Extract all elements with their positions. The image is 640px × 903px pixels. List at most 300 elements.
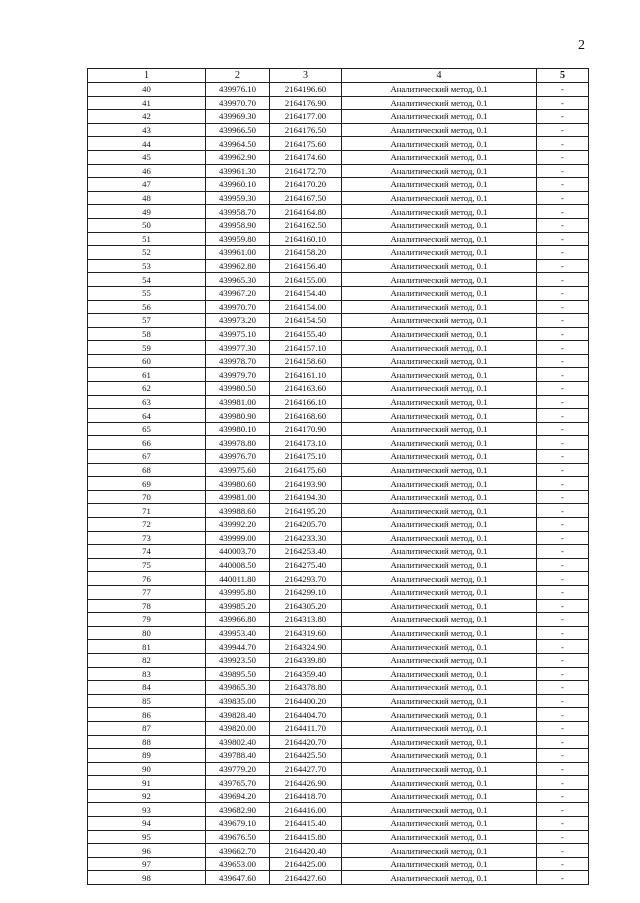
y-coordinate-cell: 2164175.10 <box>270 450 342 464</box>
x-coordinate-cell: 439981.00 <box>206 490 270 504</box>
accuracy-cell: - <box>537 817 589 831</box>
y-coordinate-cell: 2164157.10 <box>270 341 342 355</box>
table-row <box>88 776 589 790</box>
accuracy-cell: - <box>537 585 589 599</box>
table-row <box>88 531 589 545</box>
point-number-cell: 79 <box>88 613 206 627</box>
y-coordinate-cell: 2164162.50 <box>270 218 342 232</box>
accuracy-cell: - <box>537 450 589 464</box>
method-cell: Аналитический метод, 0.1 <box>342 382 537 396</box>
x-coordinate-cell: 439962.80 <box>206 259 270 273</box>
accuracy-cell: - <box>537 531 589 545</box>
method-cell: Аналитический метод, 0.1 <box>342 776 537 790</box>
point-number-cell: 60 <box>88 354 206 368</box>
point-number-cell: 56 <box>88 300 206 314</box>
accuracy-cell: - <box>537 137 589 151</box>
point-number-cell: 82 <box>88 653 206 667</box>
accuracy-cell: - <box>537 653 589 667</box>
x-coordinate-cell: 439992.20 <box>206 518 270 532</box>
table-row <box>88 110 589 124</box>
y-coordinate-cell: 2164339.80 <box>270 653 342 667</box>
point-number-cell: 52 <box>88 246 206 260</box>
table-row <box>88 735 589 749</box>
method-cell: Аналитический метод, 0.1 <box>342 558 537 572</box>
accuracy-cell: - <box>537 803 589 817</box>
table-row <box>88 123 589 137</box>
accuracy-cell: - <box>537 409 589 423</box>
x-coordinate-cell: 439995.80 <box>206 585 270 599</box>
x-coordinate-cell: 439953.40 <box>206 626 270 640</box>
point-number-cell: 88 <box>88 735 206 749</box>
y-coordinate-cell: 2164299.10 <box>270 585 342 599</box>
y-coordinate-cell: 2164176.90 <box>270 96 342 110</box>
table-row <box>88 762 589 776</box>
y-coordinate-cell: 2164175.60 <box>270 137 342 151</box>
x-coordinate-cell: 439802.40 <box>206 735 270 749</box>
point-number-cell: 54 <box>88 273 206 287</box>
accuracy-cell: - <box>537 477 589 491</box>
point-number-cell: 96 <box>88 844 206 858</box>
x-coordinate-cell: 439653.00 <box>206 857 270 871</box>
x-coordinate-cell: 439966.50 <box>206 123 270 137</box>
x-coordinate-cell: 439964.50 <box>206 137 270 151</box>
x-coordinate-cell: 439966.80 <box>206 613 270 627</box>
point-number-cell: 42 <box>88 110 206 124</box>
y-coordinate-cell: 2164154.40 <box>270 286 342 300</box>
point-number-cell: 51 <box>88 232 206 246</box>
x-coordinate-cell: 439820.00 <box>206 721 270 735</box>
accuracy-cell: - <box>537 83 589 97</box>
accuracy-cell: - <box>537 857 589 871</box>
table-row <box>88 314 589 328</box>
point-number-cell: 40 <box>88 83 206 97</box>
y-coordinate-cell: 2164427.60 <box>270 871 342 885</box>
table-row <box>88 749 589 763</box>
y-coordinate-cell: 2164359.40 <box>270 667 342 681</box>
method-cell: Аналитический метод, 0.1 <box>342 150 537 164</box>
table-row <box>88 830 589 844</box>
accuracy-cell: - <box>537 273 589 287</box>
accuracy-cell: - <box>537 694 589 708</box>
accuracy-cell: - <box>537 368 589 382</box>
x-coordinate-cell: 439976.70 <box>206 450 270 464</box>
method-cell: Аналитический метод, 0.1 <box>342 667 537 681</box>
table-row <box>88 164 589 178</box>
x-coordinate-cell: 439835.00 <box>206 694 270 708</box>
accuracy-cell: - <box>537 286 589 300</box>
point-number-cell: 83 <box>88 667 206 681</box>
point-number-cell: 64 <box>88 409 206 423</box>
method-cell: Аналитический метод, 0.1 <box>342 327 537 341</box>
x-coordinate-cell: 439979.70 <box>206 368 270 382</box>
y-coordinate-cell: 2164415.40 <box>270 817 342 831</box>
y-coordinate-cell: 2164411.70 <box>270 721 342 735</box>
x-coordinate-cell: 439679.10 <box>206 817 270 831</box>
x-coordinate-cell: 439985.20 <box>206 599 270 613</box>
y-coordinate-cell: 2164168.60 <box>270 409 342 423</box>
accuracy-cell: - <box>537 341 589 355</box>
method-cell: Аналитический метод, 0.1 <box>342 490 537 504</box>
table-row <box>88 667 589 681</box>
accuracy-cell: - <box>537 776 589 790</box>
x-coordinate-cell: 440008.50 <box>206 558 270 572</box>
point-number-cell: 55 <box>88 286 206 300</box>
method-cell: Аналитический метод, 0.1 <box>342 735 537 749</box>
accuracy-cell: - <box>537 436 589 450</box>
y-coordinate-cell: 2164420.70 <box>270 735 342 749</box>
y-coordinate-cell: 2164425.00 <box>270 857 342 871</box>
accuracy-cell: - <box>537 218 589 232</box>
table-row <box>88 490 589 504</box>
method-cell: Аналитический метод, 0.1 <box>342 749 537 763</box>
point-number-cell: 72 <box>88 518 206 532</box>
table-row <box>88 450 589 464</box>
page-number: 2 <box>578 38 585 53</box>
x-coordinate-cell: 439977.30 <box>206 341 270 355</box>
y-coordinate-cell: 2164154.00 <box>270 300 342 314</box>
table-row <box>88 681 589 695</box>
point-number-cell: 69 <box>88 477 206 491</box>
table-row <box>88 191 589 205</box>
y-coordinate-cell: 2164416.00 <box>270 803 342 817</box>
point-number-cell: 63 <box>88 395 206 409</box>
x-coordinate-cell: 439970.70 <box>206 96 270 110</box>
x-coordinate-cell: 439959.30 <box>206 191 270 205</box>
method-cell: Аналитический метод, 0.1 <box>342 531 537 545</box>
x-coordinate-cell: 439969.30 <box>206 110 270 124</box>
x-coordinate-cell: 439980.10 <box>206 422 270 436</box>
x-coordinate-cell: 440003.70 <box>206 545 270 559</box>
point-number-cell: 47 <box>88 178 206 192</box>
table-row <box>88 558 589 572</box>
accuracy-cell: - <box>537 150 589 164</box>
accuracy-cell: - <box>537 354 589 368</box>
y-coordinate-cell: 2164176.50 <box>270 123 342 137</box>
y-coordinate-cell: 2164170.90 <box>270 422 342 436</box>
table-row <box>88 477 589 491</box>
point-number-cell: 59 <box>88 341 206 355</box>
x-coordinate-cell: 439865.30 <box>206 681 270 695</box>
accuracy-cell: - <box>537 599 589 613</box>
point-number-cell: 77 <box>88 585 206 599</box>
method-cell: Аналитический метод, 0.1 <box>342 694 537 708</box>
table-row <box>88 137 589 151</box>
point-number-cell: 61 <box>88 368 206 382</box>
table-row <box>88 300 589 314</box>
y-coordinate-cell: 2164319.60 <box>270 626 342 640</box>
method-cell: Аналитический метод, 0.1 <box>342 504 537 518</box>
method-cell: Аналитический метод, 0.1 <box>342 626 537 640</box>
accuracy-cell: - <box>537 490 589 504</box>
x-coordinate-cell: 439962.90 <box>206 150 270 164</box>
column-header-2: 2 <box>206 69 270 83</box>
accuracy-cell: - <box>537 205 589 219</box>
point-number-cell: 95 <box>88 830 206 844</box>
x-coordinate-cell: 439988.60 <box>206 504 270 518</box>
x-coordinate-cell: 439779.20 <box>206 762 270 776</box>
y-coordinate-cell: 2164426.90 <box>270 776 342 790</box>
point-number-cell: 86 <box>88 708 206 722</box>
accuracy-cell: - <box>537 721 589 735</box>
table-row <box>88 857 589 871</box>
point-number-cell: 76 <box>88 572 206 586</box>
coordinates-table <box>87 68 589 885</box>
accuracy-cell: - <box>537 749 589 763</box>
accuracy-cell: - <box>537 504 589 518</box>
y-coordinate-cell: 2164420.40 <box>270 844 342 858</box>
method-cell: Аналитический метод, 0.1 <box>342 164 537 178</box>
table-row <box>88 178 589 192</box>
table-row <box>88 599 589 613</box>
x-coordinate-cell: 439961.30 <box>206 164 270 178</box>
table-row <box>88 409 589 423</box>
x-coordinate-cell: 439978.70 <box>206 354 270 368</box>
accuracy-cell: - <box>537 626 589 640</box>
header-row <box>88 69 589 83</box>
method-cell: Аналитический метод, 0.1 <box>342 436 537 450</box>
table-row <box>88 871 589 885</box>
column-header-5: 5 <box>537 69 589 83</box>
accuracy-cell: - <box>537 735 589 749</box>
y-coordinate-cell: 2164166.10 <box>270 395 342 409</box>
x-coordinate-cell: 439676.50 <box>206 830 270 844</box>
table-row <box>88 83 589 97</box>
accuracy-cell: - <box>537 667 589 681</box>
y-coordinate-cell: 2164193.90 <box>270 477 342 491</box>
point-number-cell: 43 <box>88 123 206 137</box>
accuracy-cell: - <box>537 518 589 532</box>
method-cell: Аналитический метод, 0.1 <box>342 422 537 436</box>
method-cell: Аналитический метод, 0.1 <box>342 205 537 219</box>
x-coordinate-cell: 439980.60 <box>206 477 270 491</box>
accuracy-cell: - <box>537 830 589 844</box>
x-coordinate-cell: 439959.80 <box>206 232 270 246</box>
table-row <box>88 259 589 273</box>
table-row <box>88 803 589 817</box>
y-coordinate-cell: 2164174.60 <box>270 150 342 164</box>
point-number-cell: 41 <box>88 96 206 110</box>
y-coordinate-cell: 2164161.10 <box>270 368 342 382</box>
method-cell: Аналитический метод, 0.1 <box>342 395 537 409</box>
method-cell: Аналитический метод, 0.1 <box>342 123 537 137</box>
method-cell: Аналитический метод, 0.1 <box>342 477 537 491</box>
method-cell: Аналитический метод, 0.1 <box>342 354 537 368</box>
x-coordinate-cell: 439960.10 <box>206 178 270 192</box>
point-number-cell: 71 <box>88 504 206 518</box>
table-row <box>88 653 589 667</box>
method-cell: Аналитический метод, 0.1 <box>342 857 537 871</box>
table-row <box>88 246 589 260</box>
method-cell: Аналитический метод, 0.1 <box>342 681 537 695</box>
method-cell: Аналитический метод, 0.1 <box>342 218 537 232</box>
accuracy-cell: - <box>537 395 589 409</box>
method-cell: Аналитический метод, 0.1 <box>342 518 537 532</box>
method-cell: Аналитический метод, 0.1 <box>342 409 537 423</box>
accuracy-cell: - <box>537 300 589 314</box>
x-coordinate-cell: 440011.80 <box>206 572 270 586</box>
point-number-cell: 78 <box>88 599 206 613</box>
method-cell: Аналитический метод, 0.1 <box>342 545 537 559</box>
y-coordinate-cell: 2164158.60 <box>270 354 342 368</box>
table-row <box>88 463 589 477</box>
accuracy-cell: - <box>537 191 589 205</box>
accuracy-cell: - <box>537 96 589 110</box>
point-number-cell: 67 <box>88 450 206 464</box>
method-cell: Аналитический метод, 0.1 <box>342 368 537 382</box>
y-coordinate-cell: 2164275.40 <box>270 558 342 572</box>
point-number-cell: 73 <box>88 531 206 545</box>
table-row <box>88 96 589 110</box>
y-coordinate-cell: 2164313.80 <box>270 613 342 627</box>
y-coordinate-cell: 2164163.60 <box>270 382 342 396</box>
column-header-3: 3 <box>270 69 342 83</box>
method-cell: Аналитический метод, 0.1 <box>342 259 537 273</box>
y-coordinate-cell: 2164155.40 <box>270 327 342 341</box>
method-cell: Аналитический метод, 0.1 <box>342 844 537 858</box>
accuracy-cell: - <box>537 681 589 695</box>
point-number-cell: 87 <box>88 721 206 735</box>
table-body <box>88 83 589 885</box>
method-cell: Аналитический метод, 0.1 <box>342 137 537 151</box>
point-number-cell: 62 <box>88 382 206 396</box>
method-cell: Аналитический метод, 0.1 <box>342 871 537 885</box>
x-coordinate-cell: 439923.50 <box>206 653 270 667</box>
point-number-cell: 68 <box>88 463 206 477</box>
table-row <box>88 585 589 599</box>
y-coordinate-cell: 2164378.80 <box>270 681 342 695</box>
x-coordinate-cell: 439981.00 <box>206 395 270 409</box>
y-coordinate-cell: 2164293.70 <box>270 572 342 586</box>
point-number-cell: 94 <box>88 817 206 831</box>
method-cell: Аналитический метод, 0.1 <box>342 789 537 803</box>
table-row <box>88 436 589 450</box>
table-row <box>88 286 589 300</box>
y-coordinate-cell: 2164172.70 <box>270 164 342 178</box>
table-row <box>88 368 589 382</box>
method-cell: Аналитический метод, 0.1 <box>342 708 537 722</box>
accuracy-cell: - <box>537 178 589 192</box>
table-row <box>88 817 589 831</box>
y-coordinate-cell: 2164253.40 <box>270 545 342 559</box>
table-row <box>88 354 589 368</box>
point-number-cell: 50 <box>88 218 206 232</box>
method-cell: Аналитический метод, 0.1 <box>342 232 537 246</box>
x-coordinate-cell: 439765.70 <box>206 776 270 790</box>
x-coordinate-cell: 439895.50 <box>206 667 270 681</box>
accuracy-cell: - <box>537 246 589 260</box>
accuracy-cell: - <box>537 110 589 124</box>
accuracy-cell: - <box>537 327 589 341</box>
accuracy-cell: - <box>537 232 589 246</box>
point-number-cell: 91 <box>88 776 206 790</box>
table-row <box>88 613 589 627</box>
method-cell: Аналитический метод, 0.1 <box>342 572 537 586</box>
method-cell: Аналитический метод, 0.1 <box>342 300 537 314</box>
method-cell: Аналитический метод, 0.1 <box>342 273 537 287</box>
method-cell: Аналитический метод, 0.1 <box>342 191 537 205</box>
x-coordinate-cell: 439980.50 <box>206 382 270 396</box>
point-number-cell: 80 <box>88 626 206 640</box>
y-coordinate-cell: 2164164.80 <box>270 205 342 219</box>
method-cell: Аналитический метод, 0.1 <box>342 286 537 300</box>
point-number-cell: 93 <box>88 803 206 817</box>
method-cell: Аналитический метод, 0.1 <box>342 830 537 844</box>
accuracy-cell: - <box>537 314 589 328</box>
column-header-1: 1 <box>88 69 206 83</box>
accuracy-cell: - <box>537 871 589 885</box>
y-coordinate-cell: 2164418.70 <box>270 789 342 803</box>
y-coordinate-cell: 2164195.20 <box>270 504 342 518</box>
y-coordinate-cell: 2164167.50 <box>270 191 342 205</box>
table-row <box>88 341 589 355</box>
table-row <box>88 626 589 640</box>
table-row <box>88 640 589 654</box>
x-coordinate-cell: 439975.10 <box>206 327 270 341</box>
y-coordinate-cell: 2164404.70 <box>270 708 342 722</box>
table-row <box>88 721 589 735</box>
point-number-cell: 46 <box>88 164 206 178</box>
point-number-cell: 49 <box>88 205 206 219</box>
x-coordinate-cell: 439967.20 <box>206 286 270 300</box>
point-number-cell: 92 <box>88 789 206 803</box>
x-coordinate-cell: 439944.70 <box>206 640 270 654</box>
table-row <box>88 327 589 341</box>
accuracy-cell: - <box>537 382 589 396</box>
y-coordinate-cell: 2164177.00 <box>270 110 342 124</box>
x-coordinate-cell: 439788.40 <box>206 749 270 763</box>
y-coordinate-cell: 2164415.80 <box>270 830 342 844</box>
table-row <box>88 395 589 409</box>
point-number-cell: 53 <box>88 259 206 273</box>
point-number-cell: 98 <box>88 871 206 885</box>
method-cell: Аналитический метод, 0.1 <box>342 110 537 124</box>
x-coordinate-cell: 439961.00 <box>206 246 270 260</box>
method-cell: Аналитический метод, 0.1 <box>342 96 537 110</box>
table-row <box>88 844 589 858</box>
y-coordinate-cell: 2164156.40 <box>270 259 342 273</box>
method-cell: Аналитический метод, 0.1 <box>342 762 537 776</box>
y-coordinate-cell: 2164158.20 <box>270 246 342 260</box>
point-number-cell: 70 <box>88 490 206 504</box>
table-row <box>88 518 589 532</box>
y-coordinate-cell: 2164427.70 <box>270 762 342 776</box>
accuracy-cell: - <box>537 422 589 436</box>
method-cell: Аналитический метод, 0.1 <box>342 246 537 260</box>
point-number-cell: 85 <box>88 694 206 708</box>
point-number-cell: 74 <box>88 545 206 559</box>
point-number-cell: 89 <box>88 749 206 763</box>
table-row <box>88 273 589 287</box>
x-coordinate-cell: 439828.40 <box>206 708 270 722</box>
column-header-4: 4 <box>342 69 537 83</box>
method-cell: Аналитический метод, 0.1 <box>342 613 537 627</box>
table-row <box>88 694 589 708</box>
x-coordinate-cell: 439980.90 <box>206 409 270 423</box>
table-row <box>88 205 589 219</box>
x-coordinate-cell: 439970.70 <box>206 300 270 314</box>
accuracy-cell: - <box>537 545 589 559</box>
method-cell: Аналитический метод, 0.1 <box>342 803 537 817</box>
x-coordinate-cell: 439647.60 <box>206 871 270 885</box>
y-coordinate-cell: 2164324.90 <box>270 640 342 654</box>
table-row <box>88 232 589 246</box>
point-number-cell: 75 <box>88 558 206 572</box>
point-number-cell: 44 <box>88 137 206 151</box>
point-number-cell: 58 <box>88 327 206 341</box>
x-coordinate-cell: 439975.60 <box>206 463 270 477</box>
y-coordinate-cell: 2164155.00 <box>270 273 342 287</box>
table-row <box>88 708 589 722</box>
